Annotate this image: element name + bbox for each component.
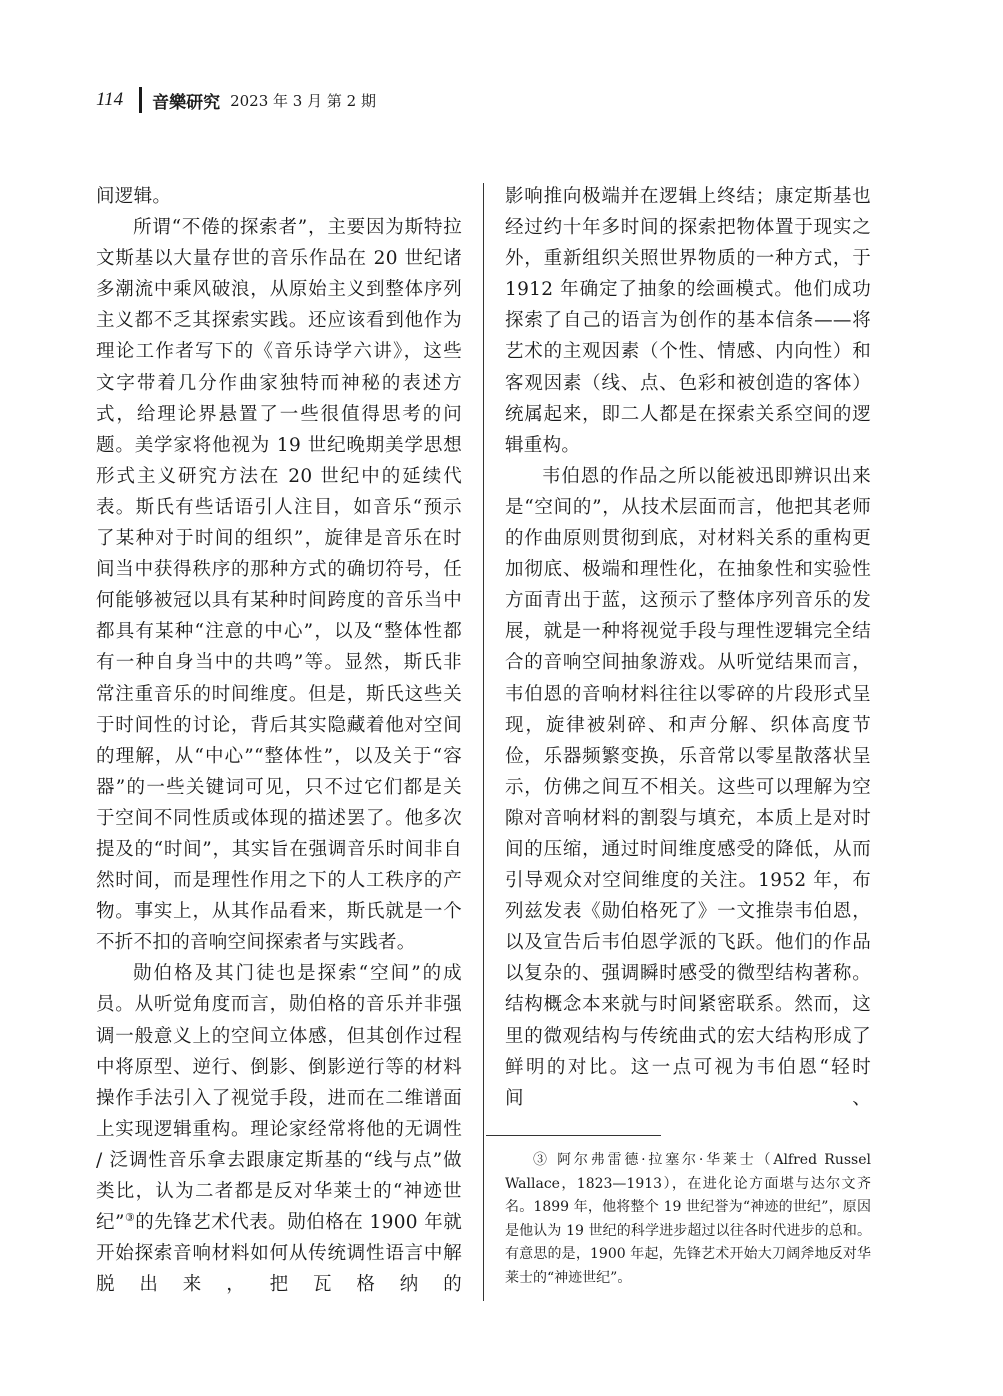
footnote-text: ③ 阿尔弗雷德·拉塞尔·华莱士（Alfred Russel Wallace，1823—1913），在进化论方面堪与达尔文齐名。1899 年，他将整个 19 世纪誉为“神迹的世纪”，原因是他认为 19 世纪的科学进步超过以往各时代进步的总和。有意思的是，1900 年起，先锋艺术开始大刀阔斧地反对华莱士的“神迹世纪”。 xyxy=(505,1152,871,1286)
journal-title: 音樂研究 xyxy=(152,92,221,113)
footnote-rule xyxy=(486,1135,661,1136)
paragraph-stravinsky: 所谓“不倦的探索者”，主要因为斯特拉文斯基以大量存世的音乐作品在 20 世纪诸多潮流中乘风破浪，从原始主义到整体序列主义都不乏其探索实践。还应该看到他作为理论工作者写下的《音乐诗学六讲》，这些文字带着几分作曲家独特而神秘的表述方式，给理论界悬置了一些很值得思考的问题。美学家将他视为 19 世纪晚期美学思想形式主义研究方法在 20 世纪中的延续代表。斯氏有些话语引人注目，如音乐“预示了某种对于时间的组织”，旋律是音乐在时间当中获得秩序的那种方式的确切符号，任何能够被冠以具有某种时间跨度的音乐当中都具有某种“注意的中心”，以及“整体性都有一种自身当中的共鸣”等。显然，斯氏非常注重音乐的时间维度。但是，斯氏这些关于时间性的讨论，背后其实隐藏着他对空间的理解，从“中心”“整体性”，以及关于“容器”的一些关键词可见，只不过它们都是关于空间不同性质或体现的描述罢了。他多次提及的“时间”，其实旨在强调音乐时间非自然时间，而是理性作用之下的人工秩序的产物。事实上，从其作品看来，斯氏就是一个不折不扣的音响空间探索者与实践者。 xyxy=(96,217,462,954)
running-header xyxy=(96,80,376,120)
left-column xyxy=(96,181,462,1300)
paragraph-schoenberg xyxy=(96,958,462,1300)
paragraph-webern: 韦伯恩的作品之所以能被迅即辨识出来是“空间的”，从技术层面而言，他把其老师的作曲原则贯彻到底，对材料关系的重构更加彻底、极端和理性化，在抽象性和实验性方面青出于蓝，这预示了整体序列音乐的发展，就是一种将视觉手段与理性逻辑完全结合的音响空间抽象游戏。从听觉结果而言，韦伯恩的音响材料往往以零碎的片段形式呈现，旋律被剁碎、和声分解、织体高度节俭，乐器频繁变换，乐音常以零星散落状呈示，仿佛之间互不相关。这些可以理解为空隙对音响材料的割裂与填充，本质上是对时间的压缩，通过时间维度感受的降低，从而引导观众对空间维度的关注。1952 年，布列兹发表《勋伯格死了》一文推崇韦伯恩，以及宣告后韦伯恩学派的飞跃。他们的作品以复杂的、强调瞬时感受的微型结构著称。结构概念本来就与时间紧密联系。然而，这里的微观结构与传统曲式的宏大结构形成了鲜明的对比。这一点可视为韦伯恩“轻时间、 xyxy=(505,465,871,1109)
header-divider xyxy=(139,87,142,113)
issue-info: 2023 年 3 月 第 2 期 xyxy=(230,91,376,110)
paragraph-schoenberg-part1: 勋伯格及其门徒也是探索“空间”的成员。从听觉角度而言，勋伯格的音乐并非强调一般意义上的空间立体感，但其创作过程中将原型、逆行、倒影、倒影逆行等的材料操作手法引入了视觉手段，进而在二维谱面上实现逻辑重构。理论家经常将他的无调性 / 泛调性音乐拿去跟康定斯基的“线与点”做类比，认为二者都是反对华莱士的“神迹世纪” xyxy=(96,963,462,1234)
paragraph-schoenberg-part2: 的先锋艺术代表。勋伯格在 1900 年就开始探索音响材料如何从传统调性语言中解脱出来，把瓦格纳的 xyxy=(96,1212,462,1296)
footnote-marker: ③ xyxy=(124,1210,136,1224)
paragraph-kandinsky: 影响推向极端并在逻辑上终结；康定斯基也经过约十年多时间的探索把物体置于现实之外，重新组织关照世界物质的一种方式，于 1912 年确定了抽象的绘画模式。他们成功探索了自己的语言为创作的基本信条——将艺术的主观因素（个性、情感、内向性）和客观因素（线、点、色彩和被创造的客体）统属起来，即二人都是在探索关系空间的逻辑重构。 xyxy=(505,186,871,456)
paragraph-continuation: 间逻辑。 xyxy=(96,186,172,207)
page-number: 114 xyxy=(96,89,124,110)
right-column xyxy=(505,181,871,1114)
column-divider xyxy=(483,183,484,1301)
footnote xyxy=(505,1149,871,1290)
